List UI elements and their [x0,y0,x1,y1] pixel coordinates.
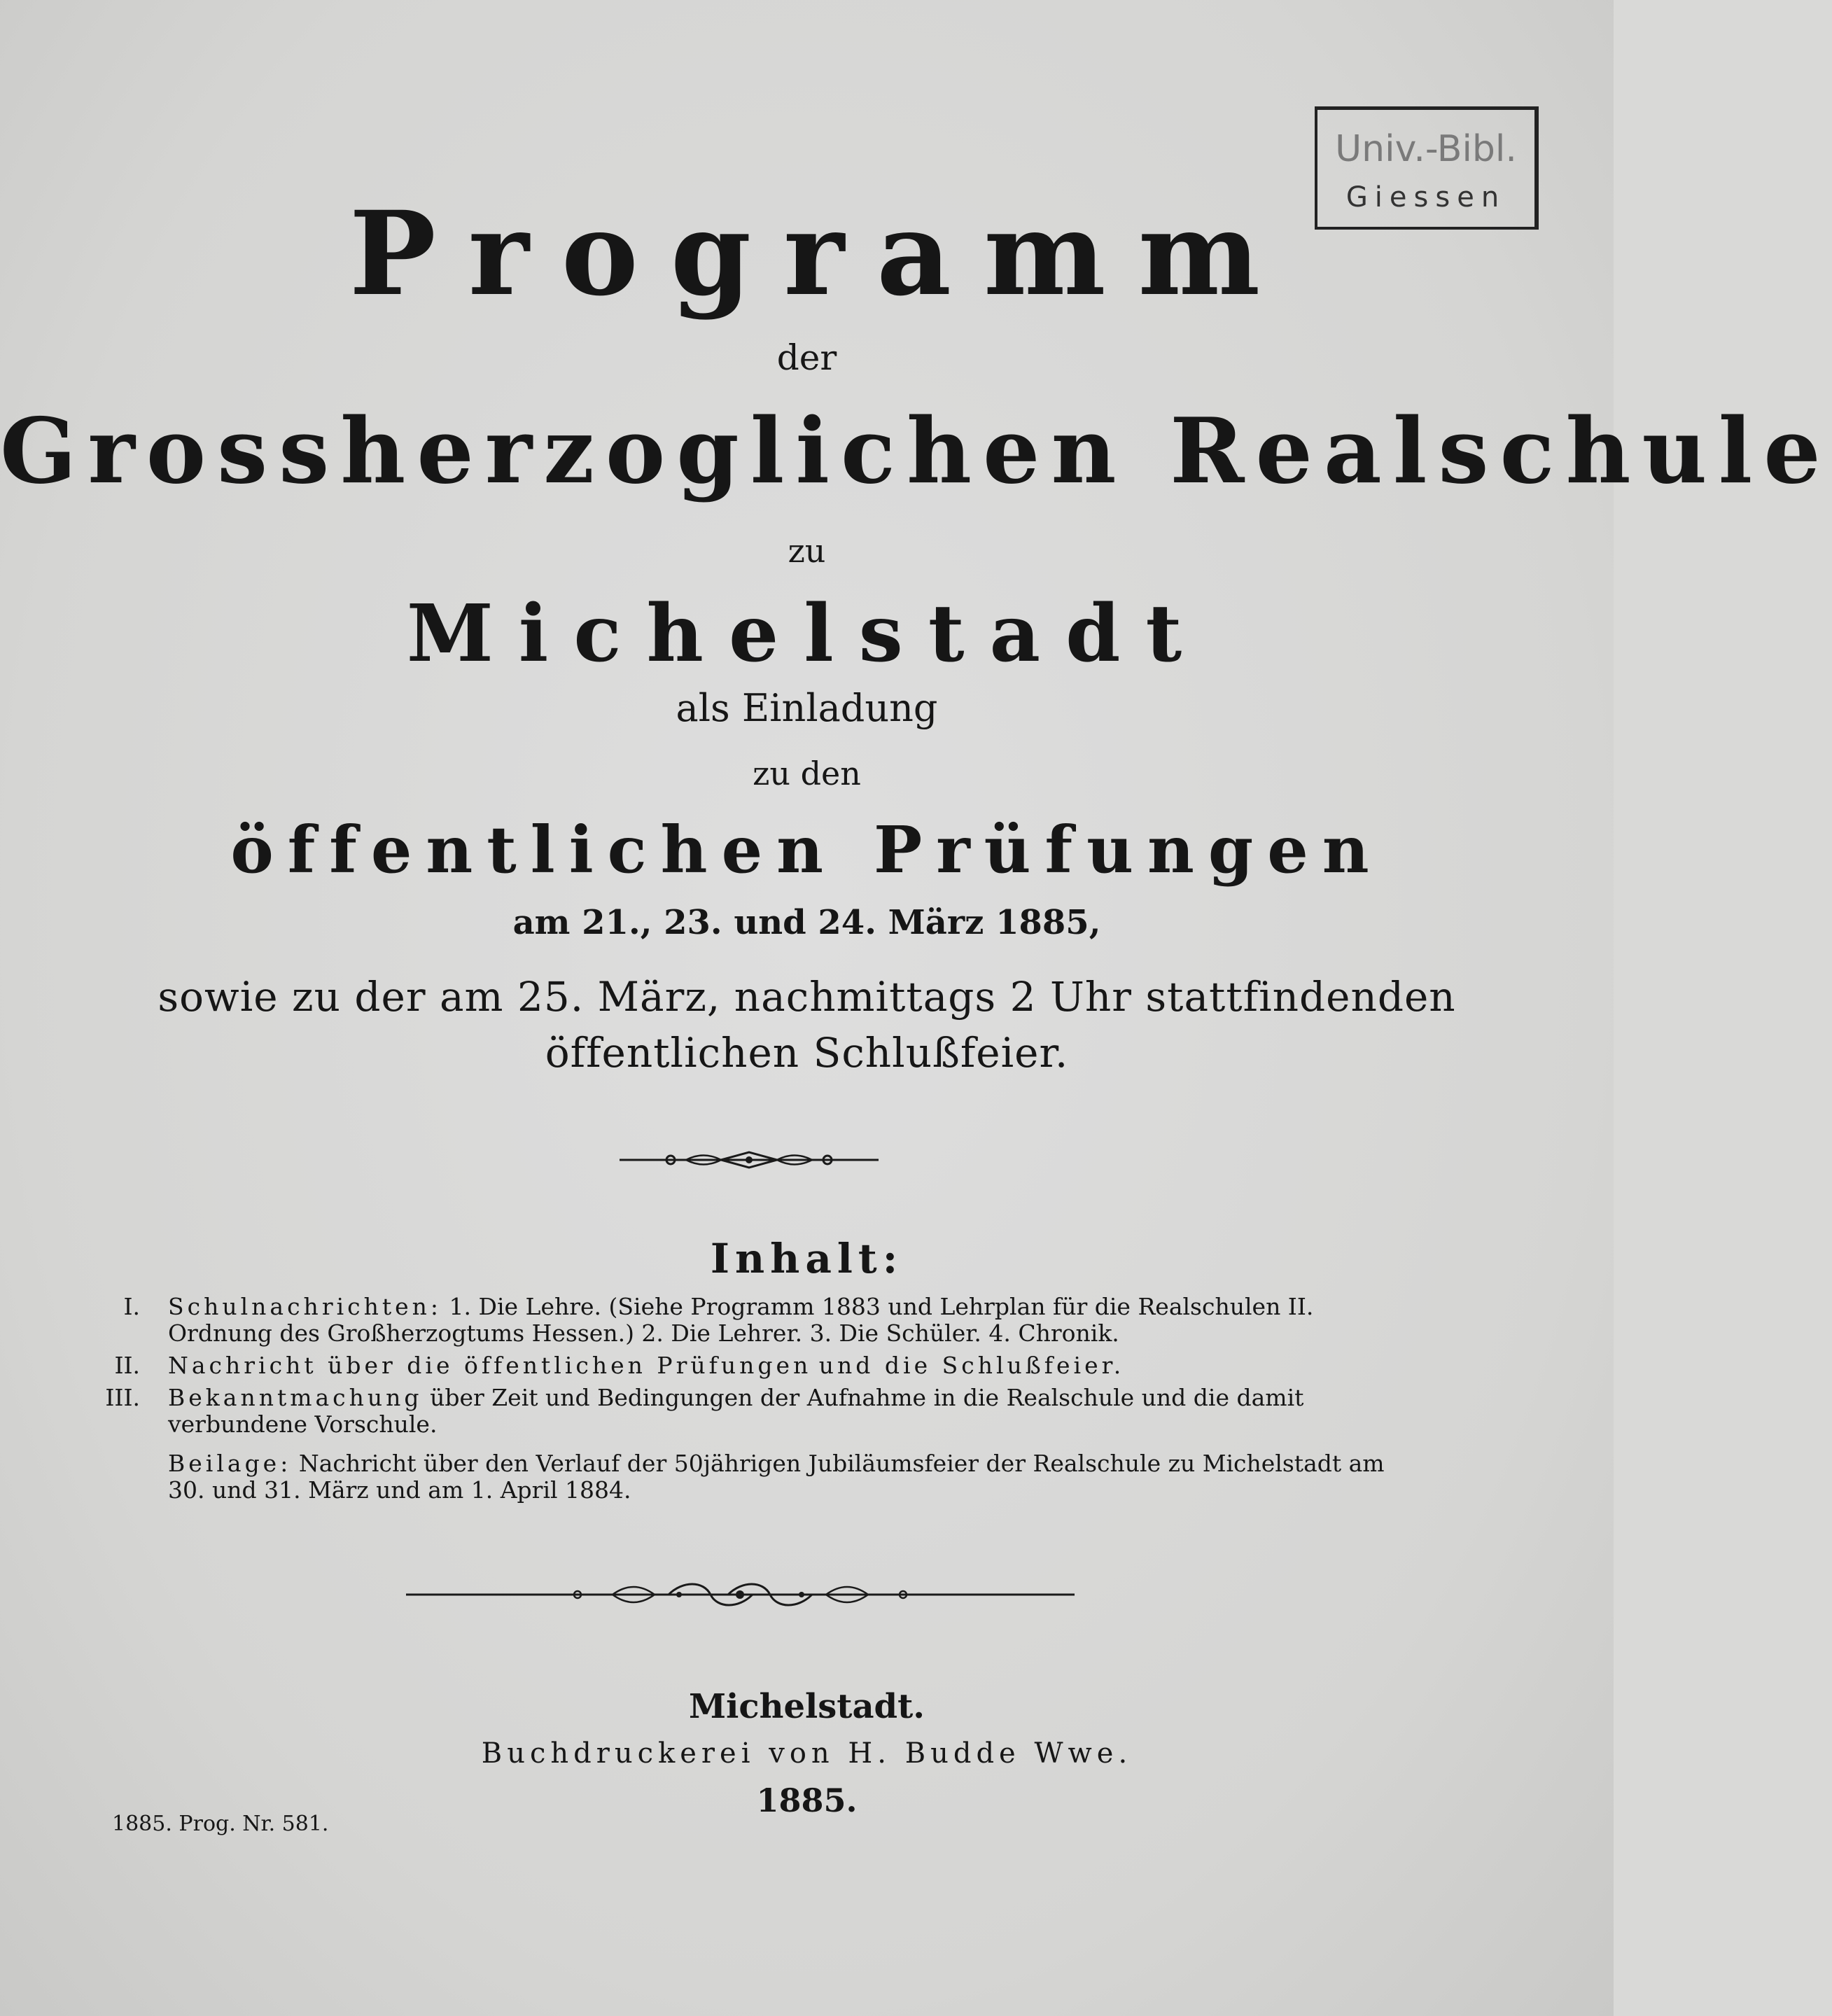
title-der: der [776,337,837,378]
title-zu-den: zu den [753,755,861,792]
stamp-line-2: Giessen [1345,181,1506,214]
toc-entry [98,1385,1407,1438]
title-school: Grossherzoglichen Realschule [0,399,1832,504]
imprint-printer: Buchdruckerei von H. Budde Wwe. [481,1737,1133,1770]
stamp-line-1: Univ.-Bibl. [1335,128,1517,170]
divider-ornament-bottom [403,1574,1078,1618]
toc-entry-number: III. [105,1384,140,1411]
toc-entry-label: Nachricht über die öffentlichen Prüfungen [168,1352,812,1379]
toc-entry-number: I. [123,1293,140,1320]
beilage-label: Beilage: [168,1450,292,1477]
table-of-contents [98,1294,1407,1504]
toc-beilage [98,1450,1407,1504]
toc-entry-text: 1. Die Lehre. (Siehe Programm 1883 und Lehrplan für die Realschulen II. Ordnung des Großherzogtums Hessen.) 2. Die Lehrer. 3. Die Schüler. 4. Chronik. [168,1293,1314,1347]
catalog-number: 1885. Prog. Nr. 581. [112,1812,329,1836]
title-als-einladung: als Einladung [676,686,938,730]
toc-entry-label: Bekanntmachung [168,1384,423,1411]
title-dates: am 21., 23. und 24. März 1885, [512,903,1101,942]
toc-entry-text: über Zeit und Bedingungen der Aufnahme in die Realschule und die damit verbundene Vorschule. [168,1384,1304,1438]
toc-entry [98,1352,1407,1379]
title-sowie: sowie zu der am 25. März, nachmittags 2 Uhr stattfindenden [158,973,1456,1021]
beilage-text: Nachricht über den Verlauf der 50jährigen Jubiläumsfeier der Realschule zu Michelstadt am 30. und 31. März und am 1. April 1884. [168,1450,1385,1504]
imprint-year: 1885. [756,1782,858,1819]
toc-entry [98,1294,1407,1347]
toc-entry-number: II. [114,1352,140,1379]
title-pruefungen: öffentlichen Prüfungen [230,812,1383,888]
divider-ornament-top [616,1142,882,1177]
title-zu: zu [788,532,826,570]
imprint-place: Michelstadt. [688,1687,925,1726]
toc-entry-label: Schulnachrichten: [168,1293,442,1320]
title-programm: Programm [349,186,1293,321]
toc-entry-text: und die Schlußfeier. [818,1352,1125,1379]
title-schlussfeier: öffentlichen Schlußfeier. [545,1029,1069,1077]
contents-heading: Inhalt: [710,1235,904,1282]
title-town: Michelstadt [406,588,1208,680]
